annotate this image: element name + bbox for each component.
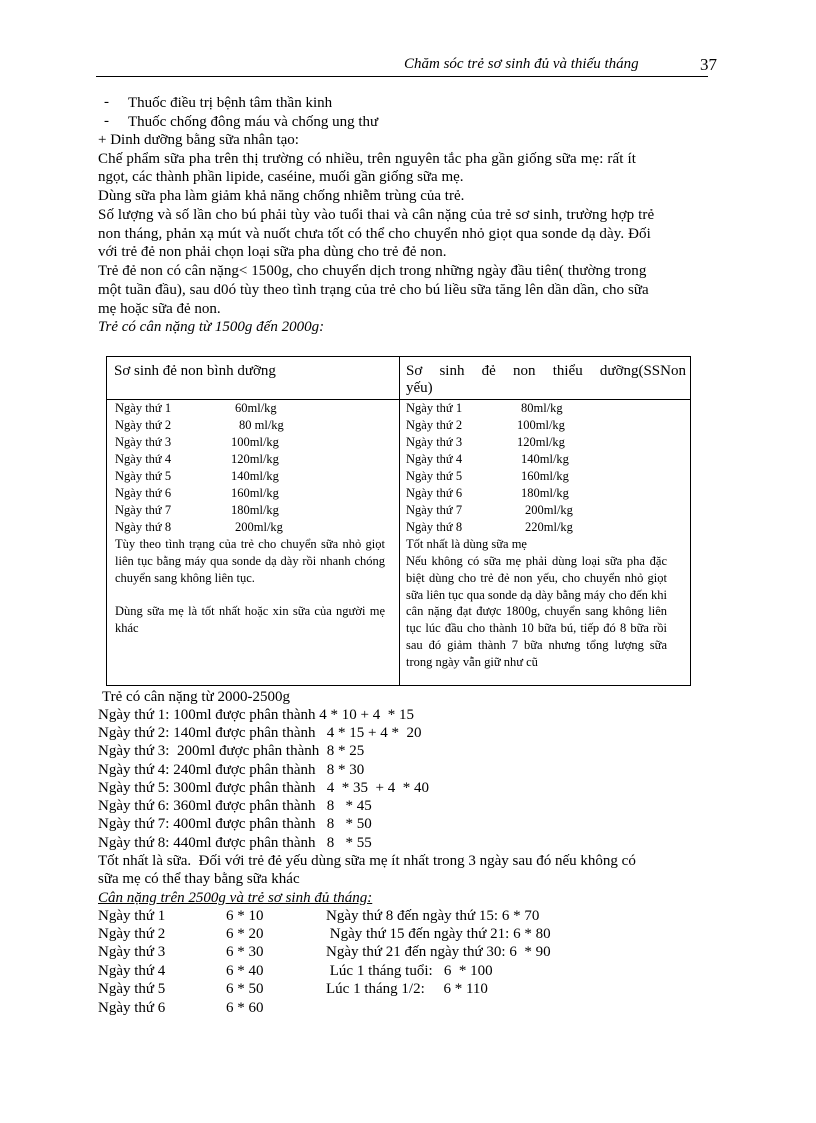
schedule-amount: 6 * 60 <box>226 1000 264 1016</box>
feeding-line: Ngày thứ 4: 240ml được phân thành 8 * 30 <box>98 762 365 778</box>
schedule-item: Ngày thứ 15 đến ngày thứ 21: 6 * 80 <box>326 926 551 942</box>
bullet-item: Thuốc điều trị bệnh tâm thần kinh <box>128 95 333 111</box>
feeding-line: Ngày thứ 5: 300ml được phân thành 4 * 35 + 4 * 40 <box>98 780 429 796</box>
table-header-rule <box>107 399 690 400</box>
table-cell-amount: 60ml/kg <box>235 401 277 415</box>
table-cell-day: Ngày thứ 1 <box>406 401 463 415</box>
table-cell-day: Ngày thứ 7 <box>406 503 463 517</box>
table-cell-day: Ngày thứ 3 <box>115 435 172 449</box>
table-cell-day: Ngày thứ 5 <box>406 469 463 483</box>
running-header: Chăm sóc trẻ sơ sinh đủ và thiếu tháng <box>404 56 639 72</box>
schedule-item: Ngày thứ 8 đến ngày thứ 15: 6 * 70 <box>326 908 540 924</box>
table-cell-day: Ngày thứ 6 <box>406 486 463 500</box>
paragraph-line: non tháng, phản xạ mút và nuốt chưa tốt có thể cho chuyển nhỏ giọt qua sonde dạ dày. Đối <box>98 226 651 242</box>
section-title: Trẻ có cân nặng từ 2000-2500g <box>102 689 290 705</box>
bullet-item: Thuốc chống đông máu và chống ung thư <box>128 114 379 130</box>
schedule-amount: 6 * 20 <box>226 926 264 942</box>
table-cell-amount: 200ml/kg <box>525 503 573 517</box>
table-cell-day: Ngày thứ 8 <box>115 520 172 534</box>
paragraph-line: Chế phẩm sữa pha trên thị trường có nhiều, trên nguyên tắc pha gần giống sữa mẹ: rất ít <box>98 151 637 167</box>
section-title: Cân nặng trên 2500g và trẻ sơ sinh đủ tháng: <box>98 890 373 906</box>
table-note: Tùy theo tình trạng của trẻ cho chuyển sữa nhỏ giọt liên tục bằng máy qua sonde dạ dày rồi nhanh chóng chuyển sang không liên tục. <box>115 537 385 585</box>
table-cell-amount: 200ml/kg <box>235 520 283 534</box>
table-cell-day: Ngày thứ 7 <box>115 503 172 517</box>
schedule-day: Ngày thứ 2 <box>98 926 166 942</box>
paragraph-line: Tốt nhất là sữa. Đối với trẻ đẻ yếu dùng sữa mẹ ít nhất trong 3 ngày sau đó nếu không có <box>98 853 636 869</box>
table-cell-amount: 180ml/kg <box>521 486 569 500</box>
table-cell-amount: 140ml/kg <box>231 469 279 483</box>
table-divider <box>399 357 400 685</box>
table-cell-day: Ngày thứ 2 <box>406 418 463 432</box>
paragraph-line: Trẻ đẻ non có cân nặng< 1500g, cho chuyển dịch trong những ngày đầu tiên( thường trong <box>98 263 647 279</box>
schedule-item: Lúc 1 tháng 1/2: 6 * 110 <box>326 981 488 997</box>
paragraph-line: mẹ hoặc sữa đẻ non. <box>98 301 221 317</box>
schedule-day: Ngày thứ 5 <box>98 981 166 997</box>
paragraph-line: một tuần đầu), sau d0ó tùy theo tình trạng của trẻ cho bú liều sữa tăng lên dần dần, cho sữa <box>98 282 649 298</box>
table-cell-day: Ngày thứ 8 <box>406 520 463 534</box>
paragraph-line: Dùng sữa pha làm giảm khả năng chống nhiễm trùng của trẻ. <box>98 188 465 204</box>
schedule-item: Lúc 1 tháng tuổi: 6 * 100 <box>326 963 493 979</box>
paragraph-line: sữa mẹ có thể thay bằng sữa khác <box>98 871 300 887</box>
table-cell-amount: 180ml/kg <box>231 503 279 517</box>
paragraph-line: + Dinh dưỡng bằng sữa nhân tạo: <box>98 132 299 148</box>
schedule-amount: 6 * 10 <box>226 908 264 924</box>
feeding-line: Ngày thứ 7: 400ml được phân thành 8 * 50 <box>98 816 372 832</box>
table-cell-day: Ngày thứ 2 <box>115 418 172 432</box>
section-title: Trẻ có cân nặng từ 1500g đến 2000g: <box>98 319 325 335</box>
table-cell-day: Ngày thứ 3 <box>406 435 463 449</box>
table-header-right: Sơ sinh đẻ non thiểu dưỡng(SSNon <box>406 363 686 379</box>
schedule-amount: 6 * 50 <box>226 981 264 997</box>
paragraph-line: Số lượng và số lần cho bú phải tùy vào tuổi thai và cân nặng của trẻ sơ sinh, trường hợp trẻ <box>98 207 655 223</box>
feeding-line: Ngày thứ 2: 140ml được phân thành 4 * 15 + 4 * 20 <box>98 725 422 741</box>
table-cell-amount: 120ml/kg <box>517 435 565 449</box>
bullet-marker: - <box>104 113 109 129</box>
table-note: Tốt nhất là dùng sữa mẹ <box>406 537 527 551</box>
table-note: Dùng sữa mẹ là tốt nhất hoặc xin sữa của người mẹ khác <box>115 604 385 635</box>
table-cell-amount: 160ml/kg <box>521 469 569 483</box>
table-cell-day: Ngày thứ 4 <box>406 452 463 466</box>
table-cell-amount: 220ml/kg <box>525 520 573 534</box>
table-cell-amount: 140ml/kg <box>521 452 569 466</box>
feeding-line: Ngày thứ 8: 440ml được phân thành 8 * 55 <box>98 835 372 851</box>
table-note: Nếu không có sữa mẹ phải dùng loại sữa pha đặc biệt dùng cho trẻ đẻ non yếu, cho chuyển nhỏ giọt sữa liên tục qua sonde dạ dày bằng máy cho đến khi cân nặng đạt được 1800g, chuyển sang không liên tục lúc đầu cho thành 10 bữa bú, tiếp đó 8 bữa rồi sau đó giảm thành 7 bữa nhưng tổng lượng sữa trong ngày vẫn giữ như cũ <box>406 554 667 669</box>
table-cell-amount: 160ml/kg <box>231 486 279 500</box>
feeding-line: Ngày thứ 6: 360ml được phân thành 8 * 45 <box>98 798 372 814</box>
page-number: 37 <box>700 55 717 74</box>
bullet-marker: - <box>104 94 109 110</box>
table-header-left: Sơ sinh đẻ non bình dưỡng <box>114 363 276 379</box>
header-rule <box>96 76 708 77</box>
schedule-day: Ngày thứ 1 <box>98 908 166 924</box>
table-cell-amount: 100ml/kg <box>231 435 279 449</box>
paragraph-line: với trẻ đẻ non phải chọn loại sữa pha dùng cho trẻ đẻ non. <box>98 244 447 260</box>
table-cell-day: Ngày thứ 4 <box>115 452 172 466</box>
paragraph-line: ngọt, các thành phần lipide, caséine, muối gần giống sữa mẹ. <box>98 169 464 185</box>
table-header-right-cont: yếu) <box>406 380 433 396</box>
schedule-amount: 6 * 30 <box>226 944 264 960</box>
table-cell-day: Ngày thứ 1 <box>115 401 172 415</box>
table-cell-amount: 100ml/kg <box>517 418 565 432</box>
table-cell-amount: 80ml/kg <box>521 401 563 415</box>
schedule-amount: 6 * 40 <box>226 963 264 979</box>
table-cell-day: Ngày thứ 5 <box>115 469 172 483</box>
feeding-line: Ngày thứ 3: 200ml được phân thành 8 * 25 <box>98 743 365 759</box>
table-cell-amount: 80 ml/kg <box>239 418 284 432</box>
schedule-day: Ngày thứ 4 <box>98 963 166 979</box>
schedule-item: Ngày thứ 21 đến ngày thứ 30: 6 * 90 <box>326 944 551 960</box>
feeding-line: Ngày thứ 1: 100ml được phân thành 4 * 10 + 4 * 15 <box>98 707 414 723</box>
schedule-day: Ngày thứ 6 <box>98 1000 166 1016</box>
table-cell-amount: 120ml/kg <box>231 452 279 466</box>
feeding-table <box>106 356 691 686</box>
schedule-day: Ngày thứ 3 <box>98 944 166 960</box>
table-cell-day: Ngày thứ 6 <box>115 486 172 500</box>
